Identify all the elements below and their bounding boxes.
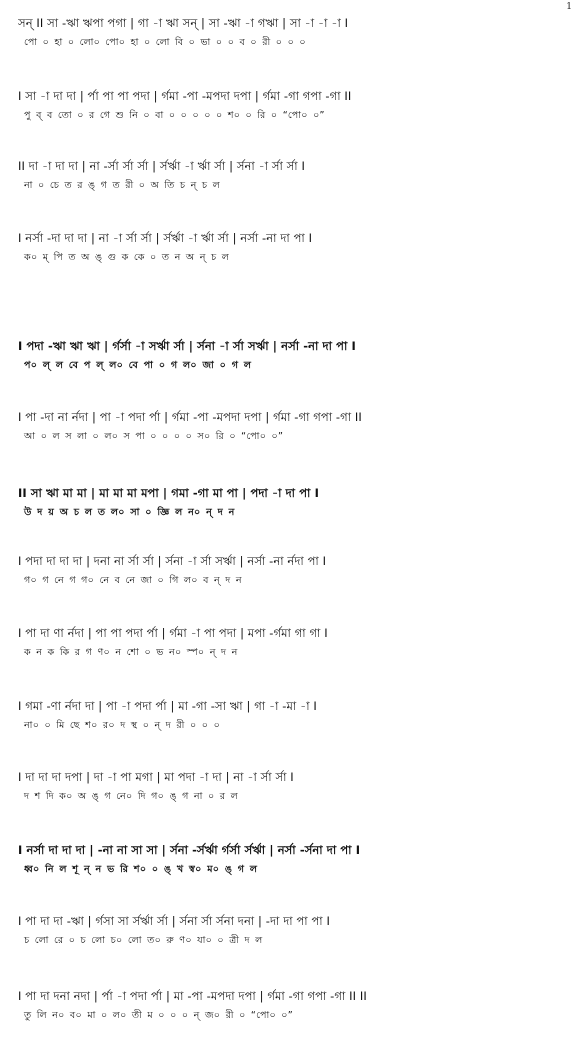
notation-system xyxy=(18,230,570,265)
lyrics-line: ধ্ব০ নি ল শূ ন্ ন ভ রি শ০ ০ ঙ্ খ স্ব০ ম০ ঙ্ গ ল xyxy=(24,864,258,875)
swaralipi-notes: সন্ II সা -ঋা ঋপা পগা | গা -া ঋা সন্ | সা -ঋা -া গঋা | সা -া -া -া I xyxy=(18,16,349,30)
lyrics-line: ক০ ম্ পি ত অ ঙ্ গু ক কে ০ ত ন অ ন্ চ ল xyxy=(24,252,230,263)
lyrics-line: না ০ চে ত র ঙ্ গ ত রী ০ অ তি চ ন্ চ ল xyxy=(24,180,221,191)
lyrics-line: চ লো রে ০ চ লো চ০ লো ত০ রু ণ০ যা০ ০ ত্রী দ ল xyxy=(24,935,263,946)
swaralipi-notes: I দা দা দা দপা | দা -া পা মগা | মা পদা -া দা | না -া র্সা র্সা I xyxy=(18,770,294,784)
lyrics-line: পো ০ হা ০ লো০ পো০ হা ০ লো বি ০ ভা ০ ০ ব ০ রী ০ ০ ০ xyxy=(24,37,306,48)
swaralipi-notes: I পা দা দা -ঋা | র্গসা সা র্সর্ঋা র্সা | র্সনা র্সা র্সনা দনা | -দা দা পা পা I xyxy=(18,914,330,928)
swaralipi-notes: I পদা -ঋা ঋা ঋা | র্গর্সা -া সর্ঋা র্সা | র্সনা -া র্সা সর্ঋা | নর্সা -না দা পা I xyxy=(18,339,356,353)
notation-system xyxy=(18,553,570,588)
notation-system xyxy=(18,158,570,193)
swaralipi-notes: I পা দা দনা নদা | র্পা -া পদা র্পা | মা -পা -মপদা দপা | র্গমা -গা গপা -গা II II xyxy=(18,989,367,1003)
lyrics-line: উ দ য় অ চ ল ত ল০ সা ০ জ্ঞি ল ন০ ন্ দ ন xyxy=(24,507,235,518)
notation-system xyxy=(18,842,570,877)
notation-system xyxy=(18,913,570,948)
lyrics-line: আ ০ ল স লা ০ ল০ স পা ০ ০ ০ ০ স০ রি ০ “পো০ ০” xyxy=(24,431,284,442)
lyrics-line: তু লি ন০ ব০ মা ০ ল০ তী ম ০ ০ ০ ন্ জ০ রী ০ “পো০ ০” xyxy=(24,1010,294,1021)
notation-system xyxy=(18,988,570,1023)
notation-system xyxy=(18,698,570,733)
swaralipi-notes: I পা দা ণা র্নদা | পা পা পদা র্পা | র্গমা -া পা পদা | মপা -র্গমা গা গা I xyxy=(18,626,328,640)
swaralipi-notes: I পা -দা না র্নদা | পা -া পদা র্পা | র্গমা -পা -মপদা দপা | র্গমা -গা গপা -গা II xyxy=(18,410,362,424)
notation-system xyxy=(18,485,570,520)
lyrics-line: গ০ গ নে গ গ০ নে ব নে জা ০ গি ল০ ব ন্ দ ন xyxy=(24,575,242,586)
notation-system xyxy=(18,338,570,373)
notation-system xyxy=(18,769,570,804)
lyrics-line: পু ব্ ব তো ০ র গে শু নি ০ বা ০ ০ ০ ০ ০ শ০ ০ রি ০ “পো০ ০” xyxy=(24,110,325,121)
swaralipi-notes: I গমা -ণা র্নদা দা | পা -া পদা র্পা | মা -গা -সা ঋা | গা -া -মা -া I xyxy=(18,699,317,713)
notation-system xyxy=(18,15,570,50)
swaralipi-notes: II দা -া দা দা | না -র্সা র্সা র্সা | র্সর্ঋা -া র্ঋা র্সা | র্সনা -া র্সা র্সা I xyxy=(18,159,305,173)
notation-system xyxy=(18,409,570,444)
page-number: 1 xyxy=(566,2,572,12)
swaralipi-notes: I পদা দা দা দা | দনা না র্সা র্সা | র্সনা -া র্সা সর্ঋা | নর্সা -না র্নদা পা I xyxy=(18,554,327,568)
lyrics-line: না০ ০ মি ছে শ০ র০ দ স্থ ০ ন্ দ রী ০ ০ ০ xyxy=(24,720,221,731)
swaralipi-notes: I নর্সা দা দা দা | -না না সা সা | র্সনা -র্সর্ঋা র্গর্সা র্সর্ঋা | নর্সা -র্সনা দা পা I xyxy=(18,843,361,857)
swaralipi-notes: I নর্সা -দা দা দা | না -া র্সা র্সা | র্সর্ঋা -া র্ঋা র্সা | নর্সা -না দা পা I xyxy=(18,231,313,245)
swaralipi-notes: I সা -া দা দা | র্পা পা পা পদা | র্গমা -পা -মপদা দপা | র্গমা -গা গপা -গা II xyxy=(18,89,352,103)
lyrics-line: ক ন ক কি র গ ণ০ ন শো ০ ভ ন০ স্প০ ন্ দ ন xyxy=(24,647,238,658)
notation-system xyxy=(18,625,570,660)
swaralipi-notes: II সা ঋা মা মা | মা মা মা মপা | গমা -গা মা পা | পদা -া দা পা I xyxy=(18,486,319,500)
lyrics-line: প০ ল্ ল বে প ল্ ল০ বে পা ০ গ ল০ জা ০ গ ল xyxy=(24,360,252,371)
lyrics-line: দ শ দি ক০ অ ঙ্ গ নে০ দি গ০ ঙ্ গ না ০ র ল xyxy=(24,791,238,802)
notation-system xyxy=(18,88,570,123)
